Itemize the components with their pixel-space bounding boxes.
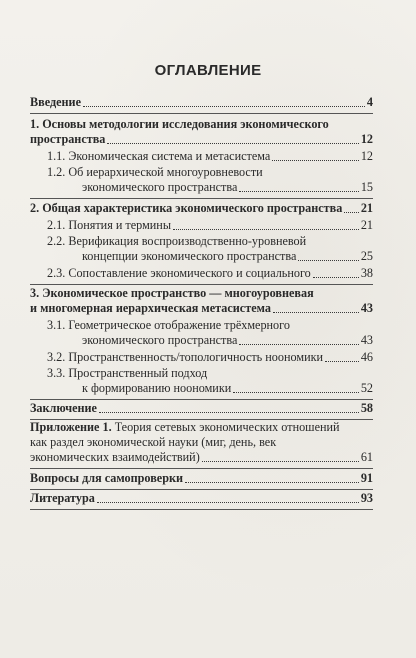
toc-page-number: 52	[360, 381, 373, 395]
leader-dots	[233, 392, 359, 393]
toc-entry-text: Литература	[30, 491, 95, 505]
leader-dots	[344, 212, 359, 213]
toc-page-number: 91	[360, 471, 373, 485]
toc-page-number: 12	[360, 132, 373, 146]
page-title: ОГЛАВЛЕНИЕ	[154, 62, 262, 79]
toc-entry-chapter-2[interactable]	[30, 201, 373, 216]
toc-page-number: 61	[360, 450, 373, 464]
toc-entry-literature[interactable]	[30, 491, 373, 506]
leader-dots	[313, 277, 359, 278]
toc-entry-text: экономического пространства	[82, 333, 238, 347]
toc-entry-1-2[interactable]	[82, 180, 373, 195]
toc-entry-3-2[interactable]	[47, 350, 373, 365]
toc-entry-questions[interactable]	[30, 471, 373, 486]
toc-entry-line: как раздел экономической науки (миг, день, век	[30, 435, 277, 449]
toc-page-number: 12	[360, 149, 373, 163]
leader-dots	[239, 191, 358, 192]
section-divider	[30, 399, 373, 400]
toc-page-number: 43	[360, 301, 373, 315]
toc-entry-3-3[interactable]	[82, 381, 373, 396]
toc-entry-text: пространства	[30, 132, 106, 146]
toc-entry-conclusion[interactable]	[30, 401, 373, 416]
toc-entry-line: 1.2. Об иерархической многоуровневости	[47, 165, 263, 179]
toc-entry-intro[interactable]	[30, 95, 373, 110]
toc-page-number: 21	[360, 201, 373, 215]
section-divider	[30, 284, 373, 285]
leader-dots	[97, 502, 359, 503]
toc-entry-text: Заключение	[30, 401, 97, 415]
toc-entry-text: Вопросы для самопроверки	[30, 471, 184, 485]
toc-entry-line: 3. Экономическое пространство — многоуровневая	[30, 286, 314, 300]
leader-dots	[239, 344, 358, 345]
toc-entry-text: к формированию ноономики	[82, 381, 232, 395]
leader-dots	[107, 143, 358, 144]
toc-page-number: 58	[360, 401, 373, 415]
toc-page-number: 4	[366, 95, 373, 109]
toc-entry-line: 2.2. Верификация воспроизводственно-уровневой	[47, 234, 307, 248]
toc-page-number: 93	[360, 491, 373, 505]
toc-entry-text: концепции экономического пространства	[82, 249, 297, 263]
toc-entry-text: экономических взаимодействий)	[30, 450, 200, 464]
toc-page-number: 43	[360, 333, 373, 347]
section-divider	[30, 198, 373, 199]
toc-page-number: 15	[360, 180, 373, 194]
toc-entry-3-1[interactable]	[82, 333, 373, 348]
toc-entry-text: и многомерная иерархическая метасистема	[30, 301, 271, 315]
toc-entry-text: экономического пространства	[82, 180, 238, 194]
toc-page-number: 25	[360, 249, 373, 263]
leader-dots	[185, 482, 359, 483]
leader-dots	[99, 412, 359, 413]
toc-entry-line: 1. Основы методологии исследования экономического	[30, 117, 329, 131]
appendix-label: Приложение 1.	[30, 420, 112, 434]
toc-page-number: 21	[360, 218, 373, 232]
toc-entry-text: 3.2. Пространственность/топологичность ноономики	[47, 350, 324, 364]
toc-entry-text: 2.3. Сопоставление экономического и социального	[47, 266, 311, 280]
toc-entry-2-1[interactable]	[47, 218, 373, 233]
toc-entry-appendix-1[interactable]	[30, 450, 373, 465]
toc-entry-line: 3.3. Пространственный подход	[47, 366, 208, 380]
toc-entry-chapter-3[interactable]	[30, 301, 373, 316]
toc-entry-text: 2. Общая характеристика экономического пространства	[30, 201, 343, 215]
leader-dots	[83, 106, 365, 107]
section-divider	[30, 509, 373, 510]
toc-entry-chapter-1[interactable]	[30, 132, 373, 147]
section-divider	[30, 489, 373, 490]
section-divider	[30, 113, 373, 114]
toc-entry-text: 2.1. Понятия и термины	[47, 218, 172, 232]
leader-dots	[298, 260, 358, 261]
toc-entry-2-3[interactable]	[47, 266, 373, 281]
leader-dots	[202, 461, 359, 462]
section-divider	[30, 468, 373, 469]
toc-page-number: 38	[360, 266, 373, 280]
toc-page-number: 46	[360, 350, 373, 364]
toc-entry-line: 3.1. Геометрическое отображение трёхмерного	[47, 318, 290, 332]
toc-entry-text: 1.1. Экономическая система и метасистема	[47, 149, 271, 163]
toc-entry-text: Теория сетевых экономических отношений	[114, 420, 340, 434]
toc-entry-1-1[interactable]	[47, 149, 373, 164]
toc-entry-line	[30, 420, 340, 435]
leader-dots	[173, 229, 359, 230]
leader-dots	[273, 312, 359, 313]
leader-dots	[272, 160, 359, 161]
leader-dots	[325, 361, 359, 362]
toc-entry-text: Введение	[30, 95, 81, 109]
toc-entry-2-2[interactable]	[82, 249, 373, 264]
